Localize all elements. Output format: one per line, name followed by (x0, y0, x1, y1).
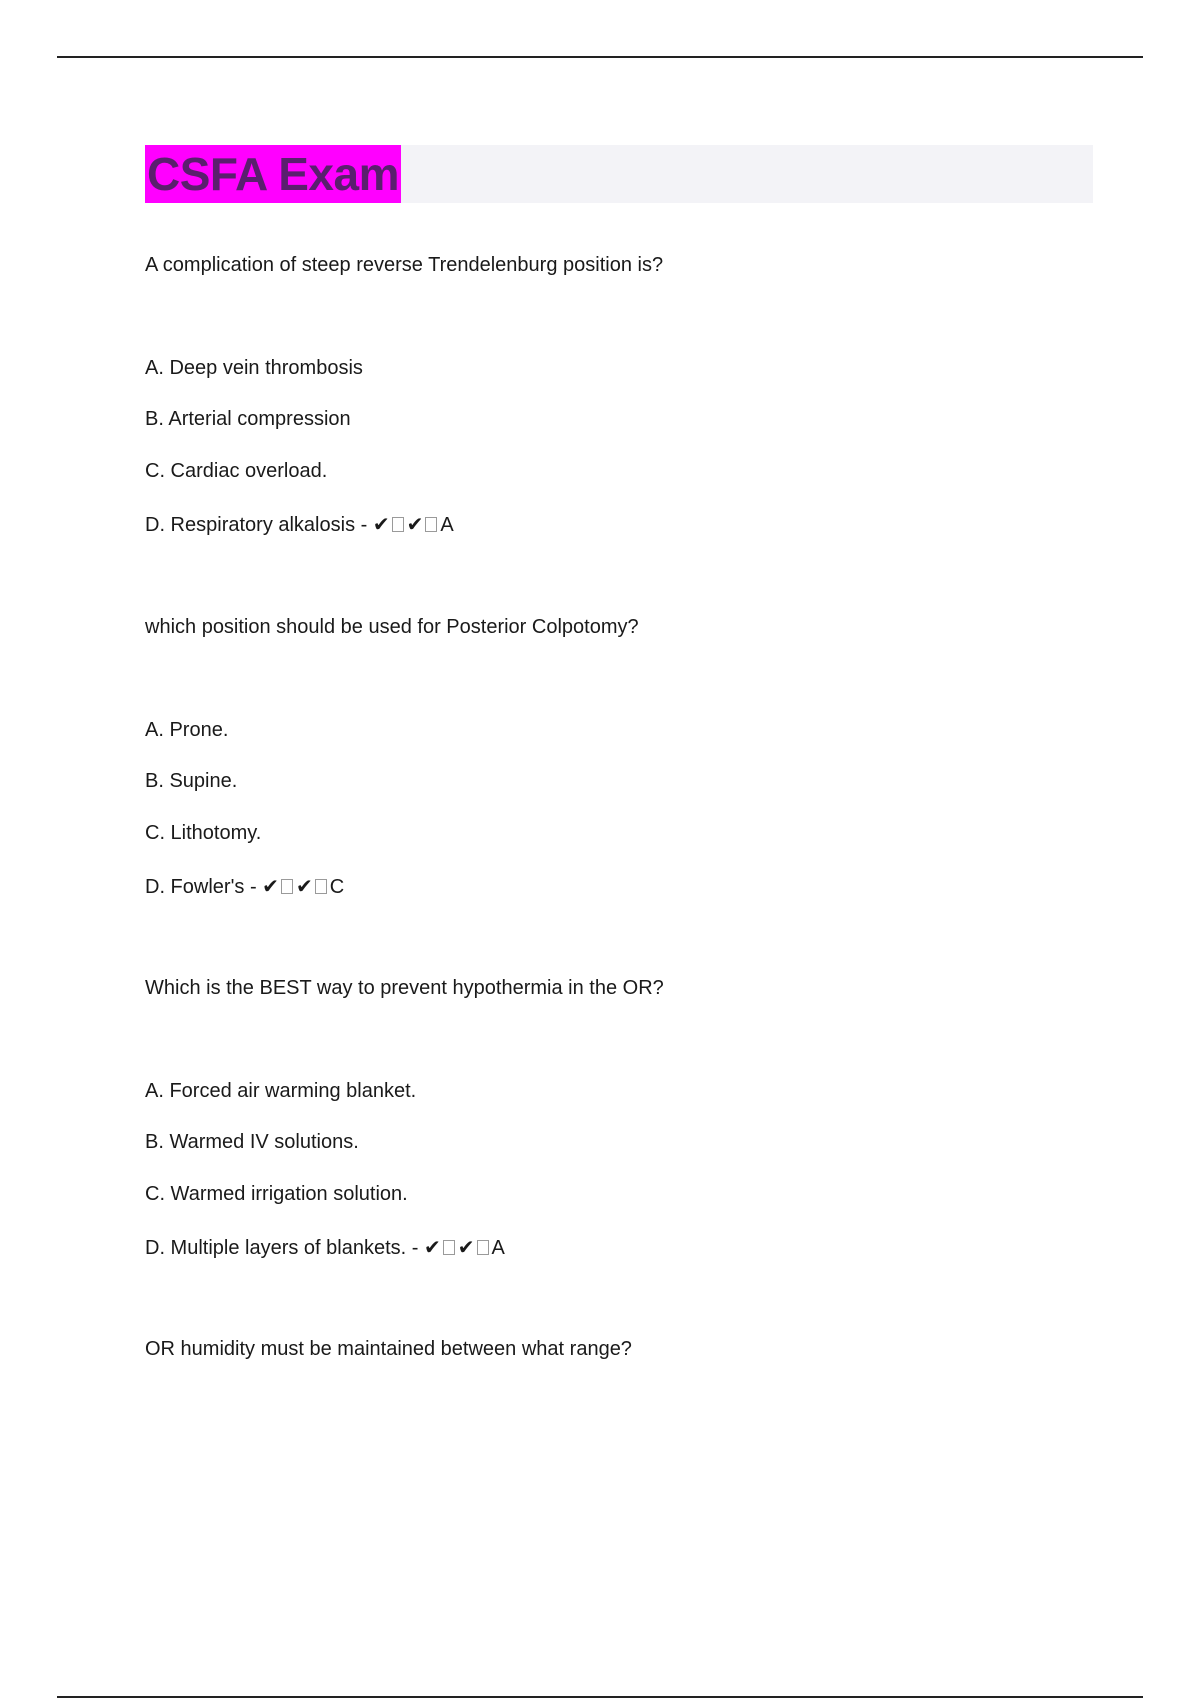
answer-option-with-key (145, 872, 344, 901)
box-icon (315, 879, 327, 894)
answer-option: B. Warmed IV solutions. (145, 1131, 359, 1153)
question-prompt: Which is the BEST way to prevent hypothermia in the OR? (145, 977, 664, 999)
question-prompt: A complication of steep reverse Trendelenburg position is? (145, 254, 664, 276)
answer-option: A. Deep vein thrombosis (145, 357, 363, 379)
document-title: CSFA Exam (145, 145, 401, 203)
box-icon (392, 517, 404, 532)
question-prompt: OR humidity must be maintained between what range? (145, 1338, 632, 1360)
answer-option: A. Forced air warming blanket. (145, 1080, 417, 1102)
answer-option: B. Arterial compression (145, 408, 351, 430)
answer-key: C (329, 876, 345, 898)
answer-option: A. Prone. (145, 719, 229, 741)
title-bar (145, 145, 1093, 203)
check-icon: ✔ (457, 1235, 475, 1259)
answer-key: A (440, 514, 454, 536)
answer-option-with-key (145, 510, 454, 539)
answer-option: D. Respiratory alkalosis - (145, 514, 368, 536)
answer-option: D. Multiple layers of blankets. - (145, 1237, 419, 1259)
check-icon: ✔ (262, 874, 279, 898)
answer-option: C. Cardiac overload. (145, 460, 328, 482)
check-icon: ✔ (406, 512, 424, 536)
box-icon (477, 1240, 489, 1255)
answer-option: D. Fowler's - (145, 876, 257, 898)
box-icon (443, 1240, 455, 1255)
footer-rule (57, 1696, 1143, 1698)
answer-option: B. Supine. (145, 770, 238, 792)
question-prompt: which position should be used for Posterior Colpotomy? (145, 616, 639, 638)
check-icon: ✔ (295, 874, 313, 898)
check-icon: ✔ (372, 512, 390, 536)
check-icon: ✔ (424, 1235, 441, 1259)
box-icon (281, 879, 293, 894)
answer-option: C. Lithotomy. (145, 822, 262, 844)
header-rule (57, 56, 1143, 58)
answer-key: A (491, 1237, 505, 1259)
box-icon (425, 517, 437, 532)
answer-option: C. Warmed irrigation solution. (145, 1183, 408, 1205)
answer-option-with-key (145, 1233, 505, 1262)
